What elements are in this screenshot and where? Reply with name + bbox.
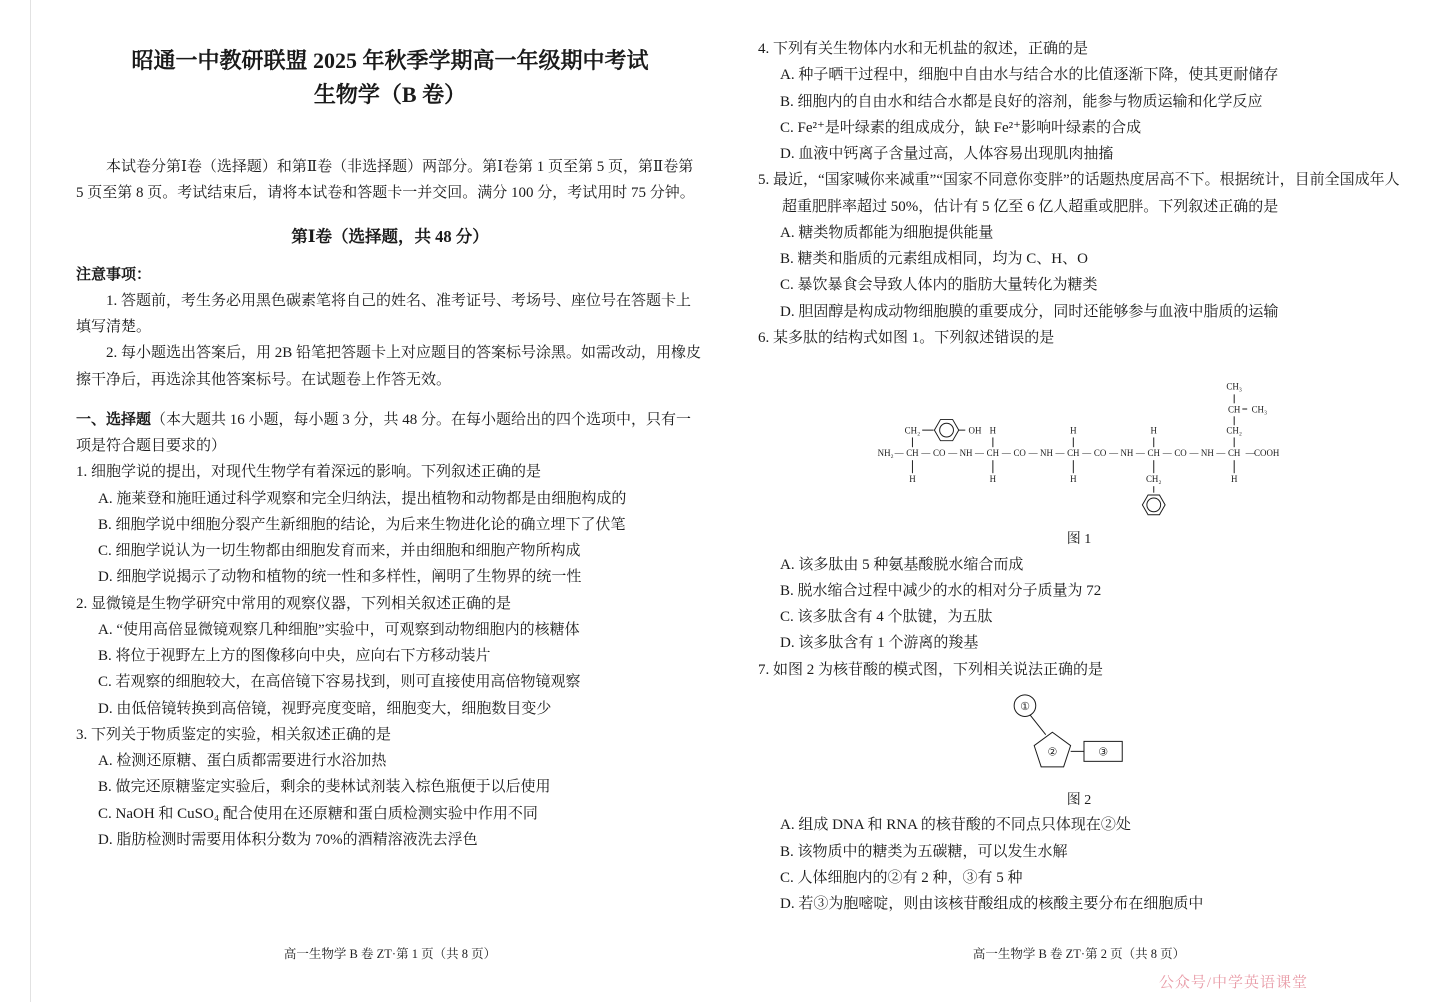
bond-glyph: —: [1028, 448, 1038, 459]
question-2: [76, 591, 704, 722]
side-group: H: [1070, 425, 1077, 436]
chain-token: CO: [1093, 448, 1107, 459]
bond-glyph: —: [921, 448, 931, 459]
question-6-option-c: C. 该多肽含有 4 个肽键，为五肽: [780, 609, 993, 626]
question-4-stem: 4. 下列有关生物体内水和无机盐的叙述，正确的是: [758, 41, 1089, 57]
bond-glyph: —: [1189, 448, 1199, 459]
question-2-option-c: C. 若观察的细胞较大，在高倍镜下容易找到，则可直接使用高倍物镜观察: [98, 674, 581, 691]
question-1: [76, 459, 704, 590]
question-3-stem: 3. 下列关于物质鉴定的实验，相关叙述正确的是: [76, 726, 392, 743]
bond-glyph: —: [1216, 448, 1226, 459]
question-2-option-d: D. 由低倍镜转换到高倍镜，视野亮度变暗，细胞变大，细胞数目变少: [98, 700, 552, 717]
peptide-main-chain: [878, 448, 1280, 458]
question-1-option-b: B. 细胞学说中细胞分裂产生新细胞的结论，为后来生物进化论的确立埋下了伏笔: [98, 516, 626, 533]
chain-token: CH: [1067, 448, 1080, 459]
bond-glyph: —: [975, 448, 984, 459]
peptide-structure-figure: [871, 357, 1287, 521]
question-4-option-c: C. Fe²⁺是叶绿素的组成成分，缺 Fe²⁺影响叶绿素的合成: [780, 119, 1142, 136]
hydroxyl-label: OH: [968, 425, 982, 436]
question-6-option-a: A. 该多肽由 5 种氨基酸脱水缩合而成: [780, 556, 1024, 573]
question-7: [758, 657, 1400, 918]
exam-title-line2: 生物学（B 卷）: [313, 82, 467, 108]
bond-glyph: —: [1109, 448, 1118, 459]
chain-token: NH: [959, 448, 973, 459]
question-5-option-b: B. 糖类和脂质的元素组成相同，均为 C、H、O: [780, 251, 1088, 267]
side-group: CH₂: [1226, 425, 1242, 436]
bond-glyph: —: [1082, 448, 1092, 459]
question-2-option-a: A. “使用高倍显微镜观察几种细胞”实验中，可观察到动物细胞内的核糖体: [98, 621, 580, 638]
side-group: CH₃: [1226, 381, 1242, 392]
question-4: [758, 36, 1400, 167]
chain-token: NH: [1040, 448, 1053, 459]
question-5-option-c: C. 暴饮暴食会导致人体内的脂肪大量转化为糖类: [780, 277, 1098, 294]
page-edge-line: [30, 0, 31, 1002]
question-6-option-b: B. 脱水缩合过程中减少的水的相对分子质量为 72: [780, 582, 1102, 599]
side-group: CH₃: [1251, 404, 1268, 415]
chain-token: CO: [933, 448, 946, 459]
chain-token: NH: [1120, 448, 1134, 459]
question-6-option-d: D. 该多肽含有 1 个游离的羧基: [780, 635, 979, 652]
part1-title: 第Ⅰ卷（选择题，共 48 分）: [291, 226, 489, 246]
side-group: H: [989, 425, 997, 436]
side-group: CH: [1227, 404, 1241, 415]
nucleotide-model-figure: [1000, 689, 1158, 782]
question-1-option-a: A. 施莱登和施旺通过科学观察和完全归纳法，提出植物和动物都是由细胞构成的: [98, 490, 627, 507]
question-7-option-a: A. 组成 DNA 和 RNA 的核苷酸的不同点只体现在②处: [780, 817, 1131, 834]
question-1-option-c: C. 细胞学说认为一切生物都由细胞发育而来，并由细胞和细胞产物所构成: [98, 543, 581, 560]
figure-2-label: 图 2: [1066, 793, 1092, 809]
question-3-option-c: C. NaOH 和 CuSO₄ 配合使用在还原糖和蛋白质检测实验中作用不同: [98, 805, 538, 822]
side-group: H: [909, 474, 916, 485]
part2-label: ②: [1047, 746, 1058, 759]
page-2-footer: 高一生物学 B 卷 ZT·第 2 页（共 8 页）: [972, 947, 1186, 961]
question-5-option-a: A. 糖类物质都能为细胞提供能量: [780, 224, 994, 241]
question-4-option-d: D. 血液中钙离子含量过高，人体容易出现肌肉抽搐: [780, 146, 1114, 162]
figure-1: [758, 357, 1400, 550]
question-4-option-b: B. 细胞内的自由水和结合水都是良好的溶剂，能参与物质运输和化学反应: [780, 93, 1263, 110]
question-6-stem: 6. 某多肽的结构式如图 1。下列叙述错误的是: [758, 329, 1055, 346]
chain-token: NH₂: [877, 448, 894, 459]
exam-page-2: [758, 36, 1400, 917]
chain-token: COOH: [1254, 448, 1280, 459]
nucleotide-base: [1084, 741, 1122, 761]
exam-title-line1: 昭通一中教研联盟 2025 年秋季学期高一年级期中考试: [131, 48, 649, 73]
question-2-stem: 2. 显微镜是生物学研究中常用的观察仪器，下列相关叙述正确的是: [76, 595, 512, 612]
question-3-option-b: B. 做完还原糖鉴定实验后，剩余的斐林试剂装入棕色瓶便于以后使用: [98, 779, 551, 796]
exam-page-1: [76, 44, 704, 853]
side-group: H: [1070, 474, 1077, 485]
question-7-option-d: D. 若③为胞嘧啶，则由该核苷酸组成的核酸主要分布在细胞质中: [780, 896, 1204, 913]
notice-title: 注意事项：: [76, 266, 152, 283]
page-1-footer: 高一生物学 B 卷 ZT·第 1 页（共 8 页）: [283, 947, 497, 961]
connector-line: [1030, 715, 1046, 735]
part1-label: ①: [1020, 700, 1030, 713]
figure-2: [758, 689, 1400, 811]
side-group: H: [989, 474, 997, 485]
question-7-option-c: C. 人体细胞内的②有 2 种，③有 5 种: [780, 869, 1023, 886]
exam-intro-paragraph: 本试卷分第Ⅰ卷（选择题）和第Ⅱ卷（非选择题）两部分。第Ⅰ卷第 1 页至第 5 页，第Ⅱ卷第 5 页至第 8 页。考试结束后，请将本试卷和答题卡一并交回。满分 100 分，考试用时 75 分钟。: [76, 159, 695, 202]
bond-glyph: —: [1135, 448, 1145, 459]
mc-heading-rest: （本大题共 16 小题，每小题 3 分，共 48 分。在每小题给出的四个选项中，只有一项是符合题目要求的）: [76, 411, 692, 455]
question-6: [758, 325, 1400, 657]
benzene-ring-tyrosine: [922, 420, 982, 441]
chain-token: CH: [1147, 448, 1160, 459]
question-5-stem: 5. 最近，“国家喊你来减重”“国家不同意你变胖”的话题热度居高不下。根据统计，目前全国成年人超重肥胖率超过 50%，估计有 5 亿至 6 亿人超重或肥胖。下列叙述正确的是: [758, 172, 1400, 215]
question-2-option-b: B. 将位于视野左上方的图像移向中央，应向右下方移动装片: [98, 648, 491, 665]
peptide-side-chains: [905, 382, 1267, 485]
nucleotide-phosphate: [1014, 695, 1036, 717]
question-4-option-a: A. 种子晒干过程中，细胞中自由水与结合水的比值逐渐下降，使其更耐储存: [780, 67, 1279, 84]
chain-token: CO: [1013, 448, 1026, 459]
question-1-stem: 1. 细胞学说的提出，对现代生物学有着深远的影响。下列叙述正确的是: [76, 464, 542, 481]
question-7-stem: 7. 如图 2 为核苷酸的模式图，下列相关说法正确的是: [758, 661, 1104, 678]
nucleotide-pentose: [1034, 732, 1070, 767]
bond-glyph: —: [948, 448, 958, 459]
chain-token: NH: [1200, 448, 1214, 459]
figure-1-label: 图 1: [1066, 532, 1092, 548]
chain-token: CH: [1227, 448, 1241, 459]
side-group: CH₂: [904, 425, 921, 436]
benzene-ring-phenylalanine: [1142, 486, 1165, 515]
watermark-text: 公众号/中学英语课堂: [1158, 975, 1308, 991]
bond-glyph: —: [1055, 448, 1065, 459]
bond-glyph: —: [894, 448, 904, 459]
bond-glyph: —: [1162, 448, 1172, 459]
mc-heading-bold: 一、选择题: [76, 411, 152, 428]
question-1-option-d: D. 细胞学说揭示了动物和植物的统一性和多样性，阐明了生物界的统一性: [98, 569, 582, 586]
question-5-option-d: D. 胆固醇是构成动物细胞膜的重要成分，同时还能够参与血液中脂质的运输: [780, 303, 1279, 320]
chain-token: CH: [906, 448, 919, 459]
notice-item-2: 2. 每小题选出答案后，用 2B 铅笔把答题卡上对应题目的答案标号涂黑。如需改动，用橡皮擦干净后，再选涂其他答案标号。在试题卷上作答无效。: [76, 345, 702, 388]
side-group: H: [1230, 474, 1238, 485]
chain-token: CH: [986, 448, 1000, 459]
question-3-option-a: A. 检测还原糖、蛋白质都需要进行水浴加热: [98, 753, 387, 770]
side-group: H: [1150, 425, 1157, 436]
bond-glyph: —: [1001, 448, 1011, 459]
question-3-option-d: D. 脂肪检测时需要用体积分数为 70%的酒精溶液洗去浮色: [98, 831, 478, 848]
notice-item-1: 1. 答题前，考生务必用黑色碳素笔将自己的姓名、准考证号、考场号、座位号在答题卡上填写清楚。: [76, 292, 692, 336]
question-3: [76, 722, 704, 853]
chain-token: CO: [1174, 448, 1187, 459]
part3-label: ③: [1098, 746, 1108, 759]
bond-glyph: —: [1245, 448, 1255, 459]
question-5: [758, 167, 1400, 325]
mc-section-heading: [76, 407, 704, 460]
question-7-option-b: B. 该物质中的糖类为五碳糖，可以发生水解: [780, 843, 1068, 860]
side-group: CH₂: [1145, 474, 1162, 485]
